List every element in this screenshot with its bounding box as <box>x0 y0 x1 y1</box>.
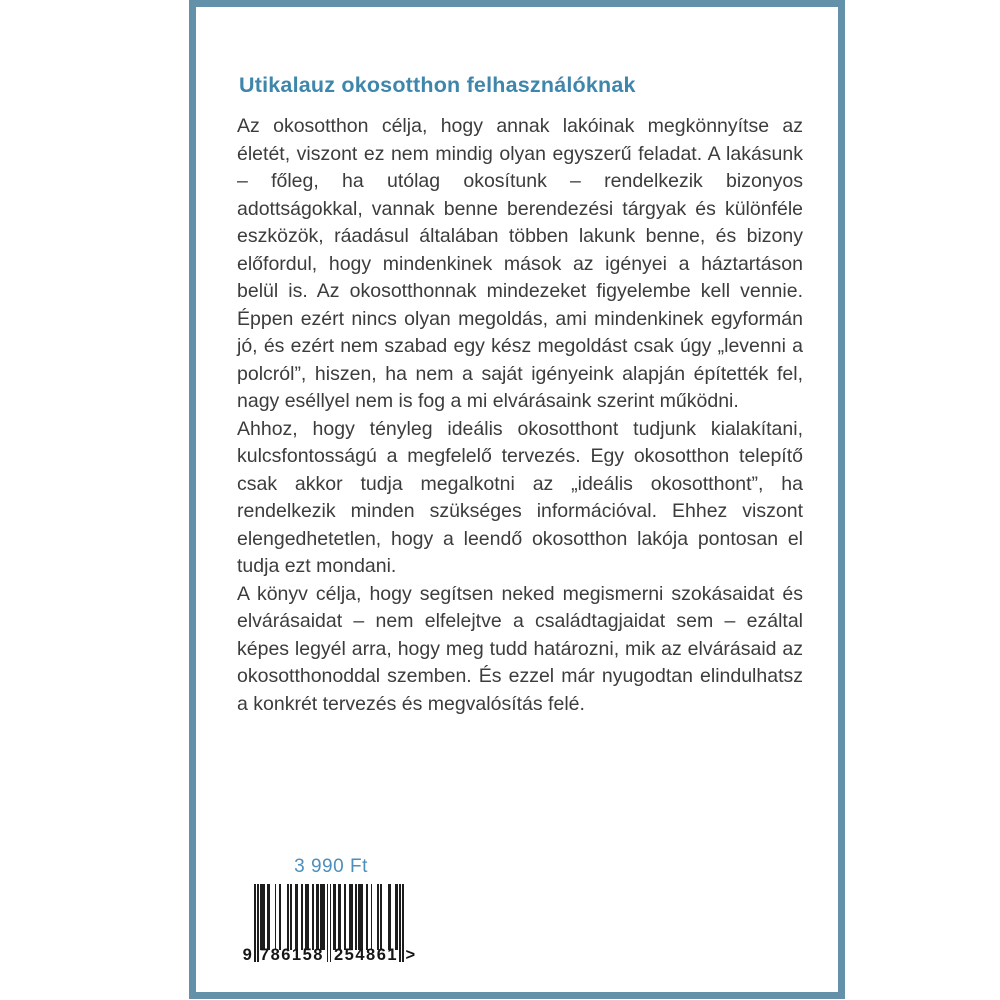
barcode-bar <box>308 884 310 950</box>
barcode-bar <box>339 884 341 950</box>
barcode-bar <box>297 884 299 950</box>
barcode-bar <box>361 884 363 950</box>
barcode-bar <box>317 884 319 950</box>
barcode-bar <box>312 884 314 950</box>
paragraph-2: Ahhoz, hogy tényleg ideális okosotthont tudjunk kialakítani, kulcsfontosságú a megfelelő tervezés. Egy okosotthon telepítő csak akkor tudja megalkotni az „ideális okosotthont”, ha rendelkezik minden szükséges információval. Ehhez viszont elengedhetetlen, hogy a leendő okosotthon lakója pontosan el tudja ezt mondani. <box>237 417 803 577</box>
barcode-bar <box>344 884 346 950</box>
barcode-digit-suffix: > <box>405 946 416 964</box>
price-label: 3 990 Ft <box>294 856 368 877</box>
barcode-bar <box>377 884 379 950</box>
barcode-bar <box>371 884 373 950</box>
page-title: Utikalauz okosotthon felhasználóknak <box>239 73 636 98</box>
paragraph-1: Az okosotthon célja, hogy annak lakóinak megkönnyítse az életét, viszont ez nem mindig olyan egyszerű feladat. A lakásunk – főleg, ha utólag okosítunk – rendelkezik bizonyos adottságokkal, vannak benne berendezési tárgyak és különféle eszközök, ráadásul általában többen lakunk benne, és bizony előfordul, hogy mindenkinek mások az igényei a háztartáson belül is. Az okosotthonnak mindezeket figyelembe kell vennie. Éppen ezért nincs olyan megoldás, ami mindenkinek egyformán jó, és ezért nem szabad egy kész megoldást csak úgy „levenni a polcról”, hiszen, ha nem a saját igényeink alapján építették fel, nagy eséllyel nem is fog a mi elvárásaink szerint működni. <box>237 115 803 412</box>
barcode-bar <box>279 884 281 950</box>
barcode-bar <box>396 884 398 950</box>
barcode-digits-left: 786158 <box>259 946 324 964</box>
barcode-digits-right: 254861 <box>334 946 399 964</box>
barcode-bar <box>327 884 329 962</box>
barcode-bar <box>263 884 265 950</box>
barcode-bar <box>399 884 401 962</box>
barcode-bar <box>330 884 332 962</box>
body-text <box>237 113 803 718</box>
barcode-bar <box>335 884 337 950</box>
barcode-bar <box>355 884 357 950</box>
book-back-cover <box>189 0 845 999</box>
barcode-bar <box>268 884 270 950</box>
barcode-bar <box>390 884 392 950</box>
barcode-bar <box>366 884 368 950</box>
barcode-bar <box>323 884 325 950</box>
barcode-bar <box>352 884 354 950</box>
barcode-digit-prefix: 9 <box>242 946 252 964</box>
barcode-bar <box>290 884 292 950</box>
paragraph-3: A könyv célja, hogy segítsen neked megismerni szokásaidat és elvárásaidat – nem elfelejtve a családtagjaidat sem – ezáltal képes legyél arra, hogy meg tudd határozni, mik az elvárásaid az okosotthonoddal szemben. És ezzel már nyugodtan elindulhatsz a konkrét tervezés és megvalósítás felé. <box>237 582 803 715</box>
barcode-bar <box>254 884 256 962</box>
barcode-bar <box>275 884 277 950</box>
barcode-bar <box>380 884 382 950</box>
barcode <box>242 884 416 980</box>
barcode-bar <box>402 884 404 962</box>
barcode-bar <box>301 884 303 950</box>
barcode-bar <box>287 884 289 950</box>
